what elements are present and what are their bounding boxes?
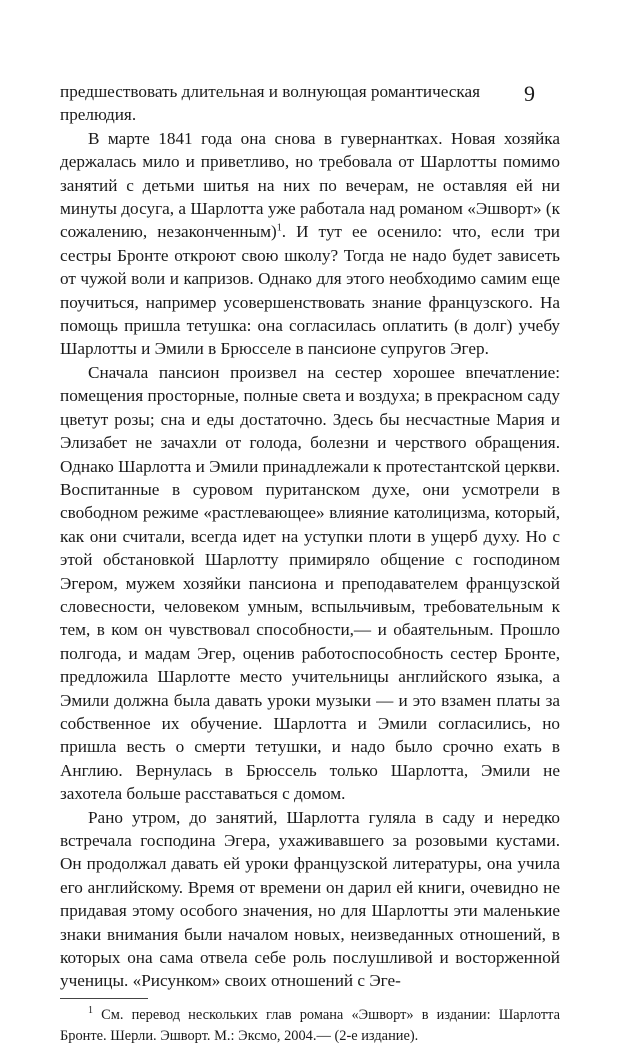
footnote-divider: [60, 998, 148, 999]
footnote-reference[interactable]: 1: [276, 222, 282, 234]
footnote: [60, 1005, 560, 1047]
paragraph-1: предшествовать длительная и волнующая романтическая прелюдия.: [60, 82, 481, 125]
page-content: [60, 80, 560, 1047]
body-text: [60, 80, 560, 993]
paragraph-2: [60, 127, 560, 361]
paragraph-4: Рано утром, до занятий, Шарлотта гуляла в саду и нередко встречала господина Эгера, ухаживавшего за розовыми кустами. Он продолжал давать ей уроки французской литературы, она учила его английскому. Время от времени он дарил ей книги, очевидно не придавая этому особого значения, но для Шарлотты эти маленькие знаки внимания были началом новых, неизведанных отношений, в которых она сама отвела себе роль послушливой и восторженной ученицы. «Рисунком» своих отношений с Эге-: [60, 807, 560, 991]
page-number: 9: [524, 81, 535, 106]
footnote-text: См. перевод нескольких глав романа «Эшворт» в издании: Шарлотта Бронте. Шерли. Эшворт. М.: Эксмо, 2004.— (2-е издание).: [60, 1006, 560, 1044]
paragraph-3: Сначала пансион произвел на сестер хорошее впечатление: помещения просторные, полные света и воздуха; в прекрасном саду цветут розы; сна и еды достаточно. Здесь бы несчастные Мария и Элизабет не зачахли от голода, болезни и черствого обращения. Однако Шарлотта и Эмили принадлежали к протестантской церкви. Воспитанные в суровом пуританском духе, они усмотрели в свободном режиме «растлевающее» влияние католицизма, который, как они считали, всегда идет на уступки плоти в ущерб духу. Но с этой обстановкой Шарлотту примиряло общение с господином Эгером, мужем хозяйки пансиона и преподавателем французской словесности, человеком умным, вспыльчивым, требовательным к тем, в ком он чувствовал способности,— и обаятельным. Прошло полгода, и мадам Эгер, оценив работоспособность сестер Бронте, предложила Шарлотте место учительницы английского языка, а Эмили должна была давать уроки музыки — и это взамен платы за собственное их обучение. Шарлотта и Эмили согласились, но пришла весть о смерти тетушки, и надо было срочно ехать в Англию. Вернулась в Брюссель только Шарлотта, Эмили не захотела больше расставаться с домом.: [60, 362, 560, 804]
paragraph-2-text: В марте 1841 года она снова в гувернантках. Новая хозяйка держалась мило и приветливо, но требовала от Шарлотты помимо занятий с детьми шитья на них по вечерам, не оставляя ей ни минуты досуга, а Шарлотта уже работала над романом «Эшворт» (к сожалению, незаконченным): [60, 128, 560, 242]
paragraph-2-continuation: . И тут ее осенило: что, если три сестры Бронте откроют свою школу? Тогда не надо будет зависеть от чужой воли и капризов. Однако для этого необходимо самим еще поучиться, например усовершенствовать знание французского. На помощь пришла тетушка: она согласилась оплатить (в долг) учебу Шарлотты и Эмили в Брюсселе в пансионе супругов Эгер.: [60, 222, 560, 359]
footnote-marker: 1: [88, 1005, 93, 1017]
